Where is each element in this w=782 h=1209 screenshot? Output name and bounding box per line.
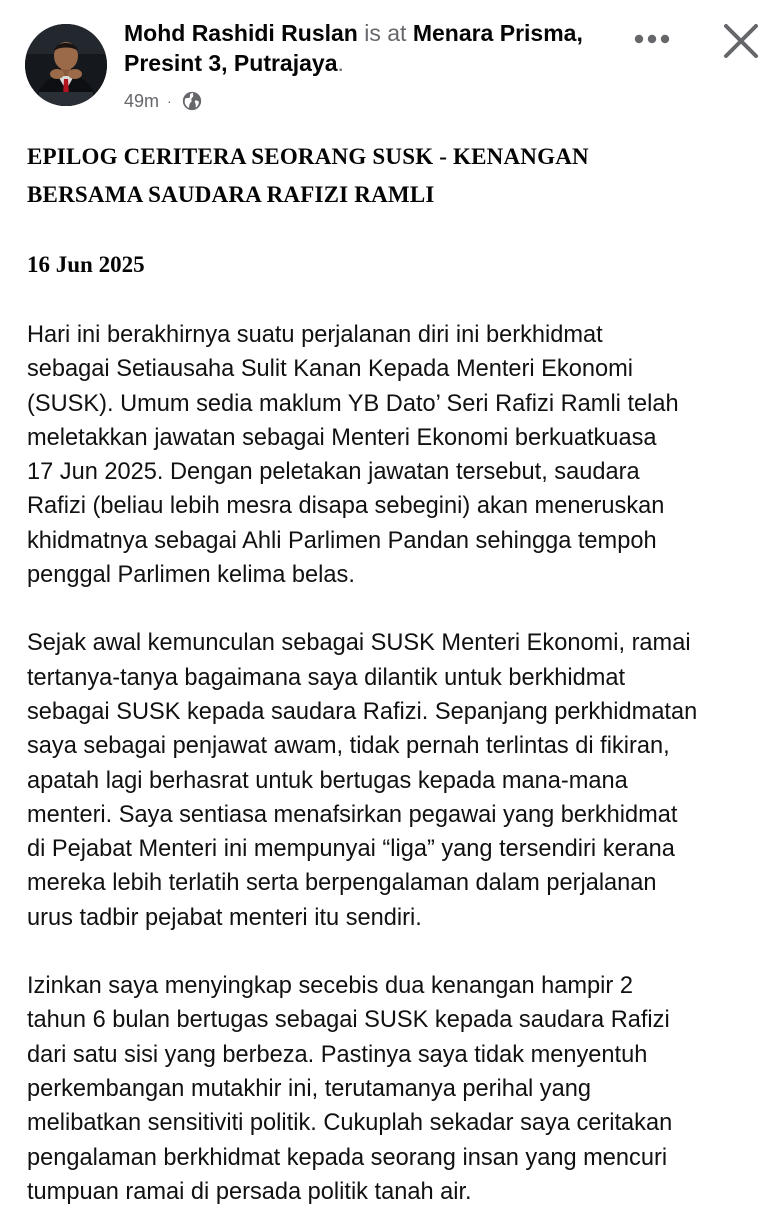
paragraph-line: Rafizi (beliau lebih mesra disapa sebegini) akan meneruskan	[27, 493, 665, 520]
paragraph-line: (SUSK). Umum sedia maklum YB Dato’ Seri Rafizi Ramli telah	[27, 390, 679, 417]
paragraph-line: urus tadbir pejabat menteri itu sendiri.	[27, 904, 422, 931]
post-body	[27, 138, 767, 1209]
paragraph-line: tumpuan ramai di persada politik tanah air.	[27, 1178, 472, 1205]
more-horizontal-icon	[632, 33, 672, 45]
paragraph-line: menteri. Saya sentiasa menafsirkan pegawai yang berkhidmat	[27, 801, 678, 828]
paragraph-line: pengalaman berkhidmat kepada seorang insan yang mencuri	[27, 1144, 668, 1171]
post-time[interactable]: 49m	[124, 90, 160, 111]
paragraph-line: mereka lebih terlatih serta berpengalaman dalam perjalanan	[27, 870, 657, 897]
paragraph-line: sebagai Setiausaha Sulit Kanan Kepada Menteri Ekonomi	[27, 356, 633, 383]
post-title-line: EPILOG CERITERA SEORANG SUSK - KENANGAN	[27, 144, 589, 169]
post-title-line: BERSAMA SAUDARA RAFIZI RAMLI	[27, 182, 435, 207]
paragraph-line: tertanya-tanya bagaimana saya dilantik untuk berkhidmat	[27, 664, 626, 691]
post-header	[0, 0, 782, 130]
close-icon	[722, 22, 760, 60]
paragraph-line: Sejak awal kemunculan sebagai SUSK Menteri Ekonomi, ramai	[27, 630, 691, 657]
paragraph-line: Hari ini berakhirnya suatu perjalanan diri ini berkhidmat	[27, 322, 603, 348]
at-text: is at	[357, 20, 413, 46]
paragraph-line: dari satu sisi yang berbeza. Pastinya saya tidak menyentuh	[27, 1041, 648, 1068]
paragraph-line: meletakkan jawatan sebagai Menteri Ekonomi berkuatkuasa	[27, 424, 657, 451]
post-meta	[124, 90, 203, 112]
paragraph-line: 17 Jun 2025. Dengan peletakan jawatan tersebut, saudara	[27, 459, 640, 486]
post-title	[27, 138, 767, 214]
globe-icon[interactable]	[181, 90, 203, 112]
post-paragraph	[27, 318, 767, 592]
avatar[interactable]	[25, 24, 107, 106]
paragraph-line: sebagai SUSK kepada saudara Rafizi. Sepanjang perkhidmatan	[27, 698, 698, 725]
post-date: 16 Jun 2025	[27, 252, 145, 277]
post-author-line	[124, 18, 594, 78]
paragraph-line: perkembangan mutakhir ini, terutamanya perihal yang	[27, 1075, 591, 1102]
location-suffix: .	[337, 50, 344, 76]
paragraph-line: apatah lagi berhasrat untuk bertugas kepada mana-mana	[27, 767, 628, 794]
post-paragraph	[27, 969, 767, 1209]
paragraph-line: Izinkan saya menyingkap secebis dua kenangan hampir 2	[27, 973, 633, 1000]
paragraph-line: tahun 6 bulan bertugas sebagai SUSK kepada saudara Rafizi	[27, 1007, 670, 1034]
meta-separator: ·	[167, 93, 172, 109]
close-button[interactable]	[718, 18, 764, 64]
paragraph-line: penggal Parlimen kelima belas.	[27, 562, 355, 589]
paragraph-line: khidmatnya sebagai Ahli Parlimen Pandan sehingga tempoh	[27, 527, 657, 554]
location-link[interactable]: Menara Prisma, Presint 3, Putrajaya	[124, 20, 583, 76]
paragraph-line: saya sebagai penjawat awam, tidak pernah terlintas di fikiran,	[27, 733, 670, 760]
more-options-button[interactable]	[632, 24, 672, 54]
paragraph-line: melibatkan sensitiviti politik. Cukuplah sekadar saya ceritakan	[27, 1110, 673, 1137]
author-name[interactable]: Mohd Rashidi Ruslan	[124, 20, 358, 46]
post-paragraph	[27, 626, 767, 935]
paragraph-line: di Pejabat Menteri ini mempunyai “liga” yang tersendiri kerana	[27, 836, 675, 863]
avatar-photo	[25, 24, 107, 106]
